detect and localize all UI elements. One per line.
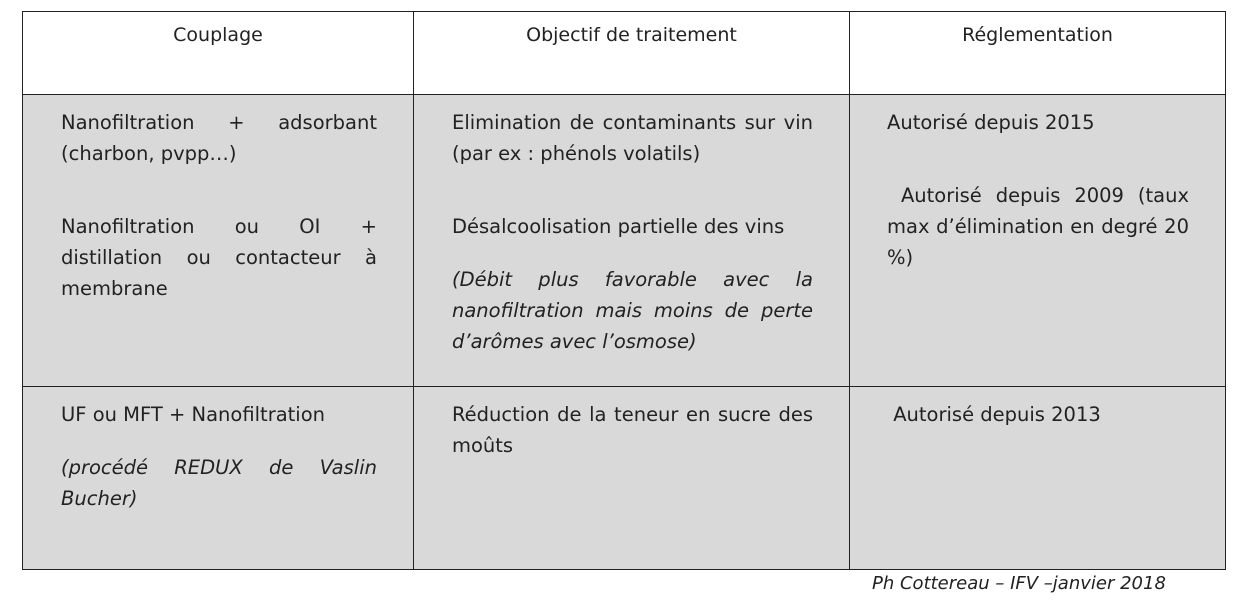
cell-objectif bbox=[414, 387, 850, 570]
regulation-table bbox=[22, 11, 1226, 570]
cell-text: Elimination de contaminants sur vin (par ex : phénols volatils) bbox=[452, 111, 813, 165]
cell-reglementation bbox=[850, 387, 1226, 570]
table-header-row bbox=[23, 12, 1226, 95]
cell-note: (Débit plus favorable avec la nanofiltration mais moins de perte d’arômes avec l’osmose) bbox=[452, 268, 813, 353]
cell-objectif bbox=[414, 95, 850, 387]
cell-text: Réduction de la teneur en sucre des moûts bbox=[452, 403, 813, 457]
header-couplage: Couplage bbox=[23, 12, 414, 95]
header-objectif: Objectif de traitement bbox=[414, 12, 850, 95]
cell-text: Nanofiltration + adsorbant (charbon, pvpp…) bbox=[61, 111, 377, 165]
credit-line: Ph Cottereau – IFV –janvier 2018 bbox=[872, 573, 1166, 594]
cell-reglementation bbox=[850, 95, 1226, 387]
table-row bbox=[23, 387, 1226, 570]
cell-text: Autorisé depuis 2015 bbox=[887, 111, 1095, 134]
cell-note: (procédé REDUX de Vaslin Bucher) bbox=[61, 456, 377, 510]
cell-text: Désalcoolisation partielle des vins bbox=[452, 215, 785, 238]
cell-text: UF ou MFT + Nanofiltration bbox=[61, 403, 326, 426]
header-reglementation: Réglementation bbox=[850, 12, 1226, 95]
table-row bbox=[23, 95, 1226, 387]
cell-text: Nanofiltration ou OI + distillation ou contacteur à membrane bbox=[61, 215, 377, 300]
cell-couplage bbox=[23, 95, 414, 387]
cell-text: Autorisé depuis 2009 (taux max d’élimination en degré 20 %) bbox=[887, 184, 1196, 269]
cell-couplage bbox=[23, 387, 414, 570]
cell-text: Autorisé depuis 2013 bbox=[887, 403, 1101, 426]
